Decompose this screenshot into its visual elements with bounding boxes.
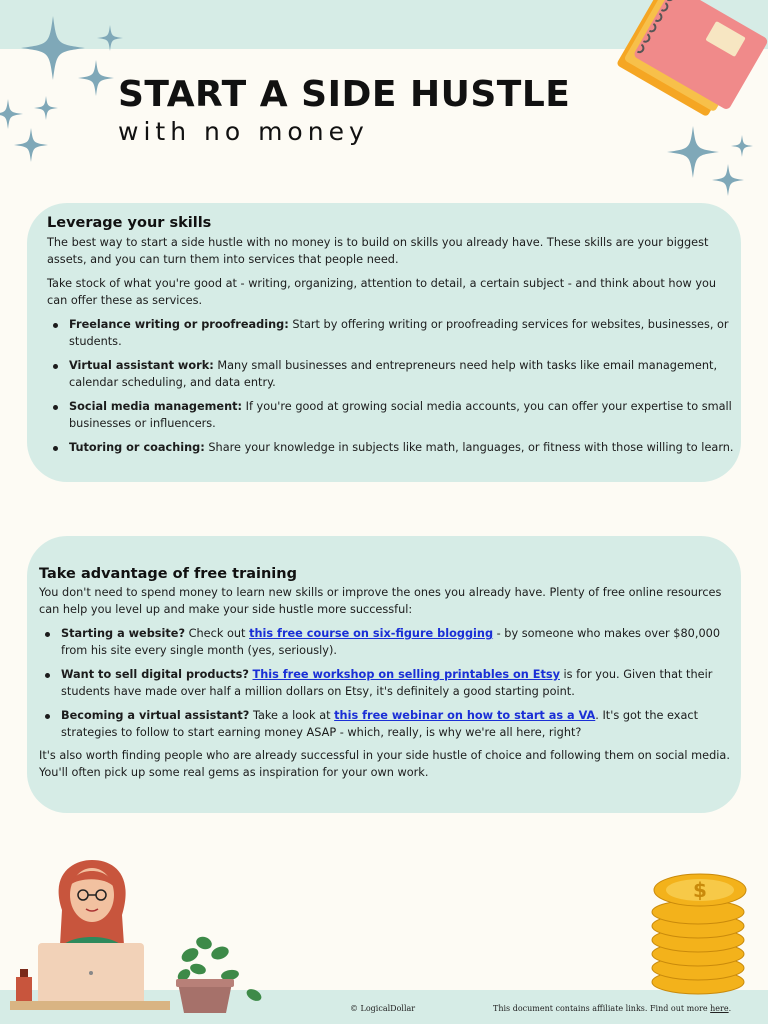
sparkle-icon (731, 135, 753, 157)
sparkle-icon (34, 96, 58, 120)
list-item-text: If you're good at growing social media accounts, you can offer your expertise to small businesses or influencers. (69, 400, 732, 430)
section-paragraph: You don't need to spend money to learn new skills or improve the ones you already have. Plenty of free online resources can help you level up and make your side hustle more successful: (39, 586, 722, 616)
list-item-text: - by someone who makes over $80,000 from his site every single month (yes, seriously). (61, 627, 721, 657)
list-item (47, 358, 737, 391)
blogging-course-link[interactable]: this free course on six-figure blogging (249, 627, 494, 640)
coin-stack-illustration (640, 870, 755, 1000)
sparkle-icon (78, 60, 114, 96)
list-item-text: Start by offering writing or proofreading services for websites, businesses, or students. (69, 318, 729, 348)
list-item-text: Many small businesses and entrepreneurs need help with tasks like email management, calendar scheduling, and data entry. (69, 359, 718, 389)
list-item (47, 399, 737, 432)
list-item-label: Becoming a virtual assistant? (61, 709, 250, 722)
section-paragraph: Take stock of what you're good at - writing, organizing, attention to detail, a certain subject - and think about how you can offer these as services. (47, 277, 717, 307)
sparkle-icon (21, 16, 85, 80)
training-list (39, 626, 739, 741)
sparkle-icon (712, 164, 744, 196)
woman-laptop-illustration (10, 855, 170, 1010)
list-item-text: Take a look at (249, 709, 335, 722)
affiliate-notice (493, 1004, 731, 1013)
list-item (39, 667, 739, 700)
list-item-label: Tutoring or coaching: (69, 441, 205, 454)
list-item (47, 440, 737, 457)
list-item-text: Share your knowledge in subjects like math, languages, or fitness with those willing to learn. (204, 441, 734, 454)
sparkle-icon (97, 25, 123, 51)
list-item-text: Check out (185, 627, 250, 640)
plant-illustration (170, 925, 265, 1017)
list-item-text: . It's got the exact strategies to follow to start earning money ASAP - which, really, is why we're all here, right? (61, 709, 699, 739)
list-item (47, 317, 737, 350)
list-item-label: Virtual assistant work: (69, 359, 214, 372)
section-heading: Leverage your skills (47, 215, 212, 231)
page-title: START A SIDE HUSTLE (118, 74, 571, 115)
skills-list (47, 317, 737, 457)
etsy-workshop-link[interactable]: This free workshop on selling printables on Etsy (252, 668, 560, 681)
section-heading: Take advantage of free training (39, 566, 297, 582)
section-paragraph: It's also worth finding people who are already successful in your side hustle of choice and following them on social media. You'll often pick up some real gems as inspiration for your own work. (39, 749, 730, 779)
sparkle-icon (14, 128, 48, 162)
list-item-label: Want to sell digital products? (61, 668, 249, 681)
list-item-text: is for you. Given that their students have made over half a million dollars on Etsy, it's definitely a good starting point. (61, 668, 713, 698)
list-item (39, 626, 739, 659)
list-item-label: Social media management: (69, 400, 243, 413)
va-webinar-link[interactable]: this free webinar on how to start as a VA (334, 709, 596, 722)
affiliate-text: This document contains affiliate links. Find out more (493, 1004, 711, 1013)
svg-text:$: $ (693, 878, 707, 902)
section-card-training (27, 536, 741, 813)
notebook-illustration (598, 0, 768, 135)
page-subtitle: with no money (118, 117, 369, 146)
affiliate-here-link[interactable]: here (710, 1004, 729, 1013)
list-item-label: Freelance writing or proofreading: (69, 318, 289, 331)
section-paragraph: The best way to start a side hustle with no money is to build on skills you already have. These skills are your biggest assets, and you can turn them into services that people need. (47, 236, 709, 266)
copyright: © LogicalDollar (350, 1004, 416, 1013)
sparkle-icon (0, 99, 23, 129)
affiliate-end: . (728, 1004, 732, 1013)
section-card-skills (27, 203, 741, 482)
list-item-label: Starting a website? (61, 627, 186, 640)
list-item (39, 708, 739, 741)
